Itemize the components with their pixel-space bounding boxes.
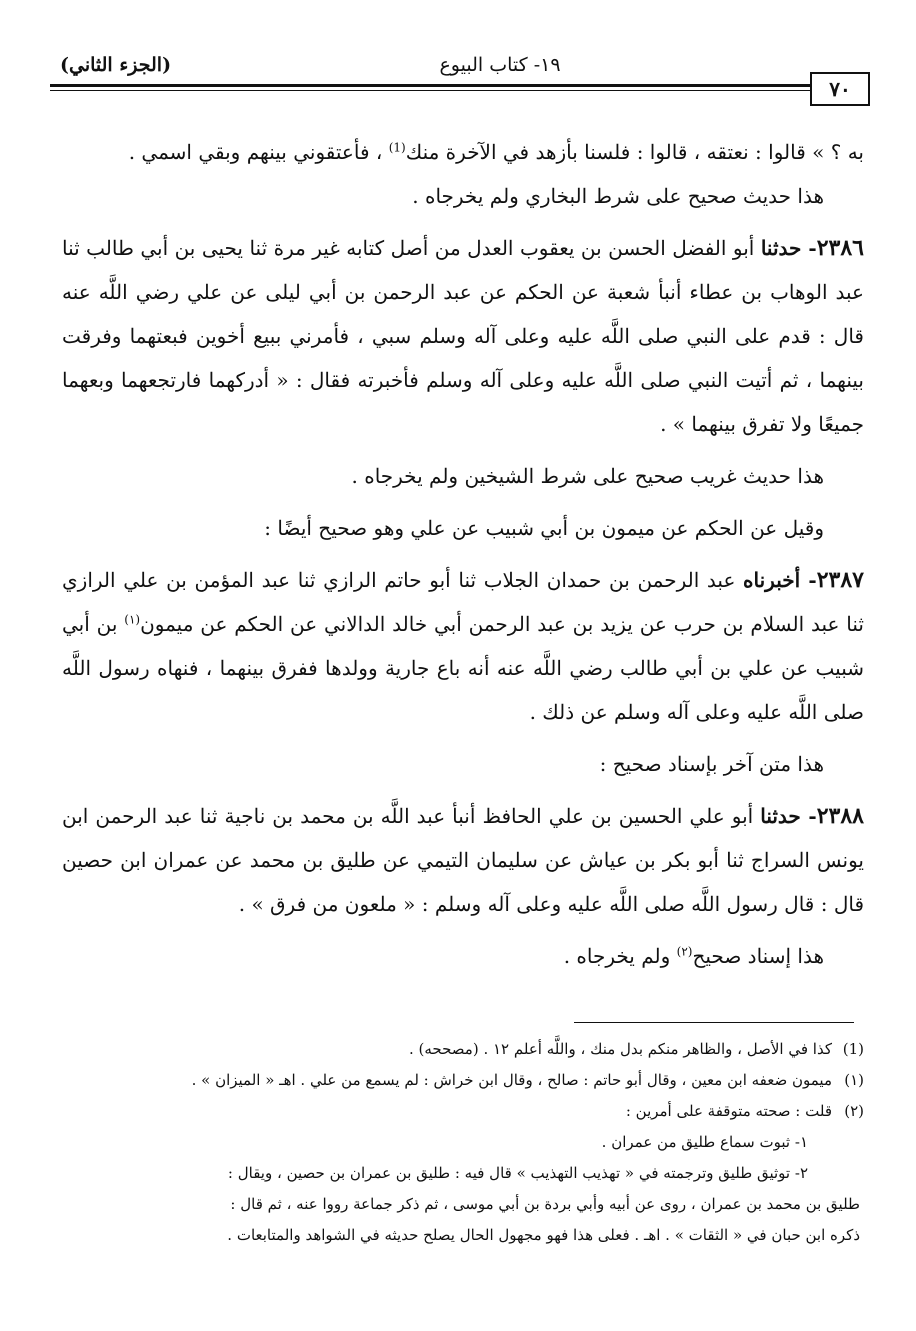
narration-keyword: - حدثنا: [760, 804, 817, 828]
footnote-ref: (٢): [676, 944, 693, 959]
footnote-ref: (١): [124, 612, 141, 627]
footnote-ref: (1): [388, 140, 406, 155]
footnote-item: [62, 1065, 864, 1096]
main-text: [62, 130, 864, 978]
hadith-2388: [62, 794, 864, 926]
paragraph-continuation: [62, 130, 864, 174]
hadith-text: أبو الفضل الحسن بن يعقوب العدل من أصل كتابه غير مرة ثنا يحيى بن أبي طالب ثنا عبد الوهاب بن عطاء أنبأ شعبة عن الحكم عن عبد الرحمن بن أبي ليلى عن علي رضي اللَّه عنه قال : قدم على النبي صلى اللَّه عليه وعلى آله وسلم سبي ، فأمرني ببيع أخوين فبعتهما وفرقت بينهما ، ثم أتيت النبي صلى اللَّه عليه وعلى آله وسلم فأخبرته فقال : « أدركهما فارتجعهما وبعهما جميعًا ولا تفرق بينهما » .: [62, 236, 864, 436]
page-header: [50, 40, 870, 101]
footnote-subitem: ٢- توثيق طليق وترجمته في « تهذيب التهذيب » قال فيه : طليق بن عمران بن حصين ، ويقال :: [227, 1164, 808, 1182]
paragraph-text: ولم يخرجاه .: [563, 944, 677, 968]
footnote-item: [62, 1034, 864, 1065]
paragraph-text: به ؟ » قالوا : نعتقه ، قالوا : فلسنا بأزهد في الآخرة منك: [405, 140, 864, 164]
footnote-mark: (١): [844, 1071, 864, 1089]
hadith-number: ٢٣٨٧: [816, 567, 864, 593]
hadith-grading: [62, 934, 864, 978]
narration-keyword: - حدثنا: [760, 236, 817, 260]
hadith-2387: [62, 558, 864, 734]
volume-label: (الجزء الثاني): [60, 54, 172, 76]
footnote-text: ميمون ضعفه ابن معين ، وقال أبو حاتم : صالح ، وقال ابن خراش : لم يسمع من علي . اهـ « الميزان » .: [191, 1071, 832, 1089]
footnote-item: [62, 1096, 864, 1127]
hadith-text: أبو علي الحسين بن علي الحافظ أنبأ عبد اللَّه بن محمد بن ناجية ثنا عبد الرحمن ابن يونس السراج ثنا أبو بكر بن عياش عن سليمان التيمي عن طليق بن محمد عن عمران ابن حصين قال : قال رسول اللَّه صلى اللَّه عليه وعلى آله وسلم : « ملعون من فرق » .: [62, 804, 864, 916]
header-rule-thick: [50, 84, 814, 87]
footnote-subitem: ١- ثبوت سماع طليق من عمران .: [601, 1133, 808, 1151]
hadith-number: ٢٣٨٨: [816, 803, 864, 829]
footnote-separator: [574, 1022, 854, 1023]
header-rule-thin: [50, 90, 814, 91]
narration-keyword: - أخبرناه: [743, 568, 817, 592]
footnote-text: كذا في الأصل ، والظاهر منكم بدل منك ، واللَّه أعلم ١٢ . (مصححه) .: [408, 1040, 832, 1058]
hadith-text: بن أبي شبيب عن علي بن أبي طالب رضي اللَّه عنه أنه باع جارية وولدها ففرق بينهما ، فنهاه رسول اللَّه صلى اللَّه عليه وعلى آله وسلم عن ذلك .: [62, 612, 864, 724]
page-number-box: ٧٠: [810, 72, 870, 106]
footnote-text: قلت : صحته متوقفة على أمرين :: [625, 1102, 832, 1120]
hadith-grading: هذا حديث صحيح على شرط البخاري ولم يخرجاه .: [412, 184, 824, 208]
transition-note: وقيل عن الحكم عن ميمون بن أبي شبيب عن علي وهو صحيح أيضًا :: [264, 516, 824, 540]
transition-note: هذا متن آخر بإسناد صحيح :: [599, 752, 824, 776]
paragraph-text: ، فأعتقوني بينهم وبقي اسمي .: [128, 140, 389, 164]
hadith-text: عبد الرحمن بن حمدان الجلاب ثنا أبو حاتم الرازي ثنا عبد المؤمن بن علي الرازي ثنا عبد السلام بن حرب عن يزيد بن عبد الرحمن أبي خالد الدالاني عن الحكم عن ميمون: [62, 568, 864, 636]
footnote-continuation: ذكره ابن حبان في « الثقات » . اهـ . فعلى هذا فهو مجهول الحال يصلح حديثه في الشواهد والمتابعات .: [227, 1226, 860, 1244]
hadith-number: ٢٣٨٦: [816, 235, 864, 261]
footnote-continuation: طليق بن محمد بن عمران ، روى عن أبيه وأبي بردة بن أبي موسى ، ثم ذكر جماعة رووا عنه ، ثم قال :: [230, 1195, 860, 1213]
book-title: ١٩- كتاب البيوع: [439, 54, 561, 76]
footnote-mark: (1): [842, 1040, 864, 1058]
hadith-2386: [62, 226, 864, 446]
footnotes: [62, 1034, 864, 1251]
footnote-mark: (٢): [844, 1102, 864, 1120]
paragraph-text: هذا إسناد صحيح: [692, 944, 824, 968]
hadith-grading: هذا حديث غريب صحيح على شرط الشيخين ولم يخرجاه .: [351, 464, 824, 488]
